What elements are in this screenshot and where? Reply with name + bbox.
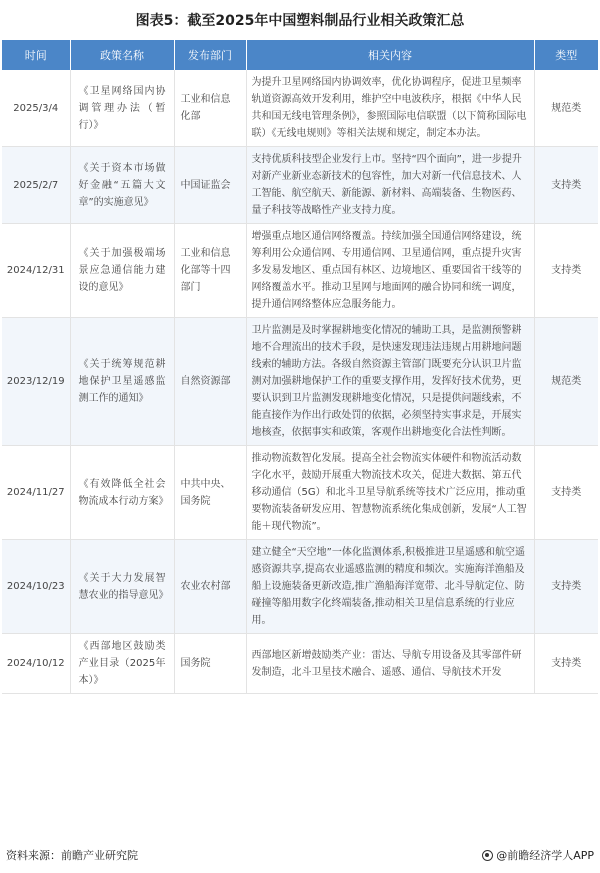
cell-date: 2023/12/19: [2, 318, 70, 446]
cell-policy-name: 《关于统筹规范耕地保护卫星遥感监测工作的通知》: [70, 318, 174, 446]
table-header-row: [2, 40, 598, 70]
table-row: [2, 446, 598, 540]
cell-date: 2024/10/12: [2, 634, 70, 694]
cell-date: 2024/10/23: [2, 540, 70, 634]
table-row: [2, 70, 598, 147]
page-title: 图表5：截至2025年中国塑料制品行业相关政策汇总: [135, 13, 465, 29]
cell-content: 卫片监测是及时掌握耕地变化情况的辅助工具，是监测预警耕地不合理流出的技术手段，是快速发现违法违规占用耕地问题线索的辅助方法。各级自然资源主管部门既要充分认识卫片监测对加强耕地保护工作的重要支撑作用，发挥好技术优势，更要认识到卫片监测发现耕地变化情况，只是提供问题线索，不能直接作为作出行政处罚的依据，必须坚持实事求是，开展实地核查，依据事实和政策，客观作出耕地变化合法性判断。: [246, 318, 534, 446]
header-policy-name: 政策名称: [70, 40, 174, 70]
cell-department: 工业和信息化部: [174, 70, 246, 147]
cell-department: 工业和信息化部等十四部门: [174, 224, 246, 318]
qianzhan-logo-icon: [482, 850, 493, 861]
cell-type: 规范类: [534, 318, 598, 446]
cell-type: 支持类: [534, 446, 598, 540]
cell-type: 支持类: [534, 224, 598, 318]
cell-department: 自然资源部: [174, 318, 246, 446]
table-row: [2, 147, 598, 224]
table-row: [2, 540, 598, 634]
header-date: 时间: [2, 40, 70, 70]
cell-department: 农业农村部: [174, 540, 246, 634]
cell-type: 支持类: [534, 634, 598, 694]
cell-date: 2025/2/7: [2, 147, 70, 224]
table-row: [2, 318, 598, 446]
brand: [482, 847, 594, 863]
cell-department: 中共中央、国务院: [174, 446, 246, 540]
cell-policy-name: 《关于加强极端场景应急通信能力建设的意见》: [70, 224, 174, 318]
cell-policy-name: 《西部地区鼓励类产业目录（2025年本）》: [70, 634, 174, 694]
footer: [0, 845, 600, 865]
header-department: 发布部门: [174, 40, 246, 70]
cell-content: 为提升卫星网络国内协调效率，优化协调程序，促进卫星频率轨道资源高效开发利用，维护空中电波秩序，根据《中华人民共和国无线电管理条例》，参照国际电信联盟（以下简称国际电联）《无线电规则》等相关法规和规定，制定本办法。: [246, 70, 534, 147]
cell-policy-name: 《卫星网络国内协调管理办法（暂行）》: [70, 70, 174, 147]
cell-type: 支持类: [534, 540, 598, 634]
cell-policy-name: 《有效降低全社会物流成本行动方案》: [70, 446, 174, 540]
header-content: 相关内容: [246, 40, 534, 70]
source-note: 资料来源：前瞻产业研究院: [6, 849, 138, 862]
cell-content: 推动物流数智化发展。提高全社会物流实体硬件和物流活动数字化水平，鼓励开展重大物流技术攻关，促进大数据、第五代移动通信（5G）和北斗卫星导航系统等技术广泛应用，推动重要物流装备研发应用、智慧物流系统化集成创新，发展“人工智能＋现代物流”。: [246, 446, 534, 540]
cell-type: 规范类: [534, 70, 598, 147]
cell-policy-name: 《关于资本市场做好金融“五篇大文章”的实施意见》: [70, 147, 174, 224]
cell-date: 2025/3/4: [2, 70, 70, 147]
header-type: 类型: [534, 40, 598, 70]
brand-label: @前瞻经济学人APP: [496, 849, 594, 862]
cell-department: 中国证监会: [174, 147, 246, 224]
cell-content: 支持优质科技型企业发行上市。坚持“四个面向”，进一步提升对新产业新业态新技术的包容性，加大对新一代信息技术、人工智能、航空航天、新能源、新材料、高端装备、生物医药、量子科技等战略性产业支持力度。: [246, 147, 534, 224]
table-row: [2, 634, 598, 694]
cell-policy-name: 《关于大力发展智慧农业的指导意见》: [70, 540, 174, 634]
policy-table: [2, 40, 598, 694]
cell-date: 2024/11/27: [2, 446, 70, 540]
table-row: [2, 224, 598, 318]
cell-content: 建立健全“天空地”一体化监测体系,积极推进卫星遥感和航空遥感资源共享,提高农业遥感监测的精度和频次。实施海洋渔船及船上设施装备更新改造,推广渔船海洋宽带、北斗导航定位、防碰撞等船用数字化终端装备,推动相关卫星信息系统的行业应用。: [246, 540, 534, 634]
cell-date: 2024/12/31: [2, 224, 70, 318]
cell-department: 国务院: [174, 634, 246, 694]
cell-content: 西部地区新增鼓励类产业：雷达、导航专用设备及其零部件研发制造，北斗卫星技术融合、遥感、通信、导航技术开发: [246, 634, 534, 694]
cell-type: 支持类: [534, 147, 598, 224]
cell-content: 增强重点地区通信网络覆盖。持续加强全国通信网络建设，统筹利用公众通信网、专用通信网、卫星通信网，重点提升灾害多发易发地区、重点国有林区、边境地区、重要国省干线等的网络覆盖水平。推动卫星网与地面网的融合协同和统一调度，提升通信网络整体应急服务能力。: [246, 224, 534, 318]
